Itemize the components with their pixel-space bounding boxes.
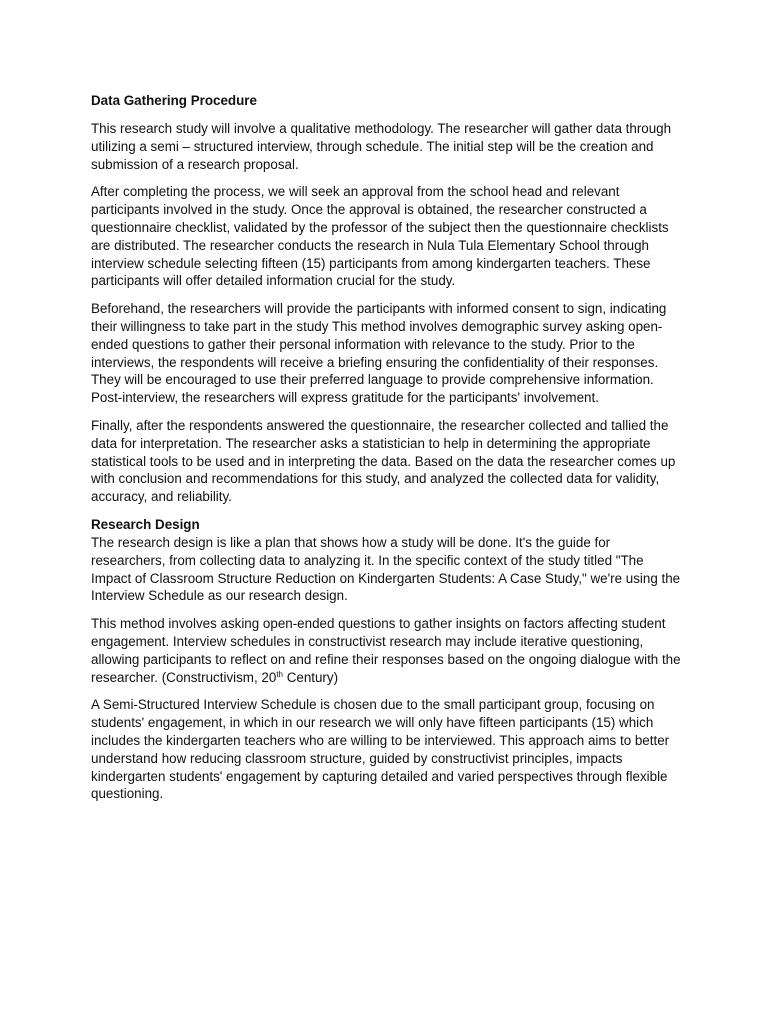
section-heading-research-design: Research Design [91, 516, 200, 532]
paragraph: A Semi-Structured Interview Schedule is chosen due to the small participant group, focusing on students' engagement, in which in our research we will only have fifteen participants (15) which includes the kindergarten teachers who are willing to be interviewed. This approach aims to better understand how reducing classroom structure, guided by constructivist principles, impacts kindergarten students' engagement by capturing detailed and varied perspectives through flexible questioning. [91, 697, 670, 802]
section-heading-data-gathering-procedure: Data Gathering Procedure [91, 93, 257, 108]
paragraph: After completing the process, we will seek an approval from the school head and relevant participants involved in the study. Once the approval is obtained, the researcher constructed a questionnaire checklist, validated by the professor of the subject then the questionnaire checklists are distributed. The researcher conducts the research in Nula Tula Elementary School through interview schedule selecting fifteen (15) participants from among kindergarten teachers. These participants will offer detailed information crucial for the study. [91, 184, 669, 289]
paragraph: The research design is like a plan that shows how a study will be done. It's the guide for researchers, from collecting data to analyzing it. In the specific context of the study titled "The Impact of Classroom Structure Reduction on Kindergarten Students: A Case Study," we're using the Interview Schedule as our research design. [91, 534, 681, 604]
paragraph: This research study will involve a qualitative methodology. The researcher will gather data through utilizing a semi – structured interview, through schedule. The initial step will be the creation and submission of a research proposal. [91, 121, 672, 172]
paragraph: Beforehand, the researchers will provide the participants with informed consent to sign, indicating their willingness to take part in the study This method involves demographic survey asking open-ended questions to gather their personal information with relevance to the study. Prior to the interviews, the respondents will receive a briefing ensuring the confidentiality of their responses. They will be encouraged to use their preferred language to provide comprehensive information. Post-interview, the researchers will express gratitude for the participants' involvement. [91, 301, 667, 406]
paragraph-text: This method involves asking open-ended questions to gather insights on factors affecting student engagement. Interview schedules in constructivist research may include iterative questioning, allowing participants to reflect on and refine their responses based on the ongoing dialogue with the researcher. (Constructivism, 20 [91, 616, 681, 685]
citation-superscript: th [276, 669, 283, 679]
paragraph: Finally, after the respondents answered the questionnaire, the researcher collected and tallied the data for interpretation. The researcher asks a statistician to help in determining the appropriate statistical tools to be used and in interpreting the data. Based on the data the researcher comes up with conclusion and recommendations for this study, and analyzed the collected data for validity, accuracy, and reliability. [91, 417, 676, 505]
paragraph-with-citation [91, 615, 682, 686]
citation-tail: Century) [282, 669, 339, 685]
